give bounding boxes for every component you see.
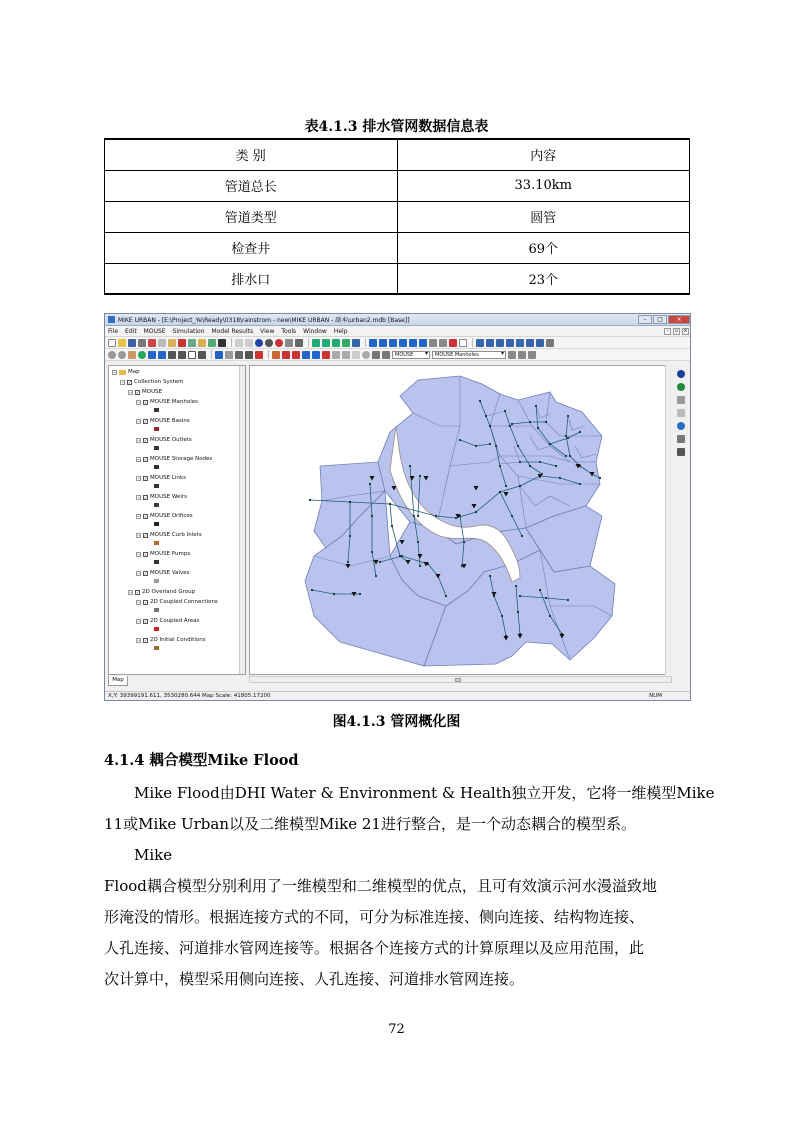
tree-node-label: MOUSE Orifices <box>150 513 193 519</box>
mdi-restore-button[interactable]: ▫ <box>674 327 679 334</box>
folder-icon <box>119 370 126 375</box>
expand-toggle[interactable]: − <box>137 532 141 538</box>
remove-icon[interactable] <box>322 351 330 359</box>
info-icon[interactable] <box>235 351 243 359</box>
layer-checkbox[interactable]: ✓ <box>144 513 148 519</box>
paragraph-line: Flood耦合模型分别利用了一维模型和二维模型的优点，且可有效演示河水漫溢致地 <box>104 877 657 895</box>
run-icon[interactable] <box>369 339 377 347</box>
scroll-thumb[interactable] <box>455 678 461 682</box>
manhole-node <box>511 515 513 517</box>
tree-scrollbar[interactable] <box>239 366 245 674</box>
sim-log-icon[interactable] <box>439 339 447 347</box>
run-step-icon[interactable] <box>379 339 387 347</box>
table-cell: 圆管 <box>397 201 690 232</box>
legend-symbol-icon <box>154 560 159 564</box>
legend-symbol-icon <box>154 408 159 412</box>
undo-icon[interactable] <box>235 339 243 347</box>
manhole-node <box>479 400 481 402</box>
fixed-zoom-out-icon[interactable] <box>178 351 186 359</box>
table-caption: 表4.1.3 排水管网数据信息表 <box>304 119 489 135</box>
expand-toggle[interactable]: − <box>121 379 125 385</box>
page-number: 72 <box>388 1022 405 1037</box>
manhole-node <box>569 455 571 457</box>
menu-help[interactable]: Help <box>333 327 348 335</box>
expand-toggle[interactable]: − <box>137 456 141 462</box>
tree-node[interactable] <box>136 637 206 643</box>
tree-node-label: MOUSE Basins <box>150 418 190 424</box>
table-cell: 33.10km <box>397 170 690 201</box>
legend-symbol-icon <box>154 627 159 631</box>
table-cell: 管道总长 <box>105 170 398 201</box>
expand-toggle[interactable]: − <box>137 599 141 605</box>
manhole-node <box>413 515 415 517</box>
manhole-node <box>419 565 421 567</box>
menu-view[interactable]: View <box>260 327 275 335</box>
manhole-node <box>579 431 581 433</box>
map-view[interactable] <box>249 365 672 675</box>
paragraph-line: 11或Mike Urban以及二维模型Mike 21进行整合，是一个动态耦合的模型系。 <box>104 815 636 833</box>
scale-icon[interactable] <box>677 448 685 456</box>
tree-node[interactable] <box>136 475 186 481</box>
menu-file[interactable]: File <box>108 327 119 335</box>
manhole-node <box>489 425 491 427</box>
mdi-minimize-button[interactable]: - <box>664 328 671 335</box>
result-forward-icon[interactable] <box>409 339 417 347</box>
select-features-icon[interactable] <box>245 351 253 359</box>
tree-node-label: MOUSE Storage Nodes <box>150 456 213 462</box>
manhole-node <box>375 575 377 577</box>
manhole-node <box>599 477 601 479</box>
pipe-network-info-table <box>104 138 690 295</box>
manhole-node <box>419 475 421 477</box>
menu-simulation[interactable]: Simulation <box>172 327 205 335</box>
gis-tool-2-icon[interactable] <box>486 339 494 347</box>
layer-checkbox[interactable]: ✓ <box>144 418 148 424</box>
tree-node-label: Map <box>128 369 140 375</box>
minimize-button[interactable]: – <box>638 315 652 324</box>
status-bar <box>105 691 691 700</box>
cut-icon[interactable] <box>148 339 156 347</box>
mdi-controls <box>663 328 690 335</box>
manhole-node <box>565 455 567 457</box>
expand-toggle[interactable]: − <box>137 418 141 424</box>
pause-icon[interactable] <box>389 339 397 347</box>
menu-window[interactable]: Window <box>303 327 327 335</box>
window-controls <box>637 315 690 324</box>
legend-symbol-icon <box>154 465 159 469</box>
disabled-tool-icon[interactable] <box>352 351 360 359</box>
edit-link-icon[interactable] <box>352 339 360 347</box>
map-toolbar <box>105 349 690 361</box>
table-row <box>105 170 690 201</box>
refresh-icon[interactable] <box>265 339 273 347</box>
manhole-node <box>529 421 531 423</box>
layer-checkbox[interactable]: ✓ <box>144 494 148 500</box>
layer-tool-3-icon[interactable] <box>528 351 536 359</box>
add-data-icon[interactable] <box>188 339 196 347</box>
pan-icon[interactable] <box>128 351 136 359</box>
gis-tool-3-icon[interactable] <box>496 339 504 347</box>
layer-select[interactable]: MOUSE Manholes ▾ <box>432 351 506 359</box>
map-tab[interactable]: Map <box>108 676 128 686</box>
layer-checkbox[interactable]: ✓ <box>144 618 148 624</box>
map-horizontal-scrollbar[interactable] <box>249 676 672 683</box>
manhole-node <box>511 423 513 425</box>
paragraph-line: Mike <box>134 846 173 864</box>
draw-icon[interactable] <box>255 351 263 359</box>
open-icon[interactable] <box>118 339 126 347</box>
legend-symbol-icon <box>154 579 159 583</box>
manhole-node <box>501 615 503 617</box>
manhole-node <box>379 561 381 563</box>
layer-icon[interactable] <box>198 339 206 347</box>
find-icon[interactable] <box>285 339 293 347</box>
tree-node[interactable] <box>128 589 195 595</box>
manhole-node <box>309 499 311 501</box>
close-button[interactable]: × <box>668 315 690 324</box>
manhole-node <box>359 593 361 595</box>
legend-symbol-icon <box>154 427 159 431</box>
add-link-icon[interactable] <box>312 351 320 359</box>
tree-node[interactable] <box>136 456 212 462</box>
table-cell: 检查井 <box>105 232 398 263</box>
result-end-icon[interactable] <box>419 339 427 347</box>
tree-node-label: 2D Overland Group <box>142 589 196 595</box>
expand-toggle[interactable]: − <box>137 570 141 576</box>
network-tool-icon[interactable] <box>312 339 320 347</box>
zoom-in-icon[interactable] <box>108 351 116 359</box>
figure-caption: 图4.1.3 管网概化图 <box>332 714 461 730</box>
measure-icon[interactable] <box>198 351 206 359</box>
tree-node[interactable] <box>136 494 187 500</box>
layer-checkbox[interactable]: ✓ <box>144 532 148 538</box>
table-row <box>105 201 690 232</box>
layer-checkbox[interactable]: ✓ <box>144 637 148 643</box>
reshape-icon[interactable] <box>342 351 350 359</box>
tree-node-label: 2D Initial Conditions <box>150 637 206 643</box>
help-icon[interactable] <box>677 383 685 391</box>
manhole-node <box>519 595 521 597</box>
result-play-icon[interactable] <box>399 339 407 347</box>
manhole-node <box>555 465 557 467</box>
edit-node-icon[interactable] <box>342 339 350 347</box>
split-icon[interactable] <box>282 351 290 359</box>
gis-tool-4-icon[interactable] <box>506 339 514 347</box>
table-header-cell: 类 别 <box>105 139 398 170</box>
table-row <box>105 232 690 263</box>
tree-node[interactable] <box>128 389 162 395</box>
table-icon[interactable] <box>208 339 216 347</box>
side-toolbar <box>675 370 687 461</box>
menubar <box>105 326 690 337</box>
manhole-node <box>515 585 517 587</box>
sim-settings-icon[interactable] <box>429 339 437 347</box>
expand-toggle[interactable]: − <box>137 513 141 519</box>
manhole-node <box>495 445 497 447</box>
legend-symbol-icon <box>154 503 159 507</box>
manhole-node <box>475 445 477 447</box>
table-cell: 69个 <box>397 232 690 263</box>
manhole-node <box>475 511 477 513</box>
manhole-node <box>545 421 547 423</box>
manhole-node <box>369 483 371 485</box>
vertex-icon[interactable] <box>292 351 300 359</box>
info-icon[interactable] <box>677 370 685 378</box>
expand-toggle[interactable]: − <box>137 399 141 405</box>
manhole-node <box>504 410 506 412</box>
add-node-icon[interactable] <box>302 351 310 359</box>
manhole-node <box>509 425 511 427</box>
expand-toggle[interactable]: − <box>137 475 141 481</box>
delete-icon[interactable] <box>178 339 186 347</box>
expand-toggle[interactable]: − <box>137 618 141 624</box>
stop-icon[interactable] <box>275 339 283 347</box>
new-icon[interactable] <box>108 339 116 347</box>
manhole-node <box>549 615 551 617</box>
fixed-zoom-in-icon[interactable] <box>168 351 176 359</box>
manhole-node <box>539 589 541 591</box>
pipe-network-map <box>250 366 672 675</box>
coordinate-readout: X,Y: 39399191.611, 3530280.644 Map Scale: 41805.17200 <box>108 693 271 699</box>
table-row <box>105 263 690 294</box>
manhole-node <box>311 589 313 591</box>
tree-node-label: MOUSE Weirs <box>150 494 187 500</box>
paragraph-line: 人孔连接、河道排水管网连接等。根据各个连接方式的计算原理以及应用范围，此 <box>104 939 645 957</box>
layer-tool-2-icon[interactable] <box>518 351 526 359</box>
map-vertical-scrollbar[interactable] <box>665 365 672 675</box>
editor-icon[interactable] <box>218 339 226 347</box>
manhole-node <box>417 515 419 517</box>
tree-node-label: 2D Coupled Connections <box>150 599 218 605</box>
tree-node[interactable] <box>136 513 193 519</box>
binoculars-icon[interactable] <box>295 339 303 347</box>
tree-node[interactable] <box>136 599 218 605</box>
gis-tool-icon[interactable] <box>476 339 484 347</box>
manhole-node <box>519 485 521 487</box>
manhole-node <box>435 515 437 517</box>
paragraph-line: Mike Flood由DHI Water & Environment & Health独立开发，它将一维模型Mike <box>134 784 715 802</box>
save-icon[interactable] <box>128 339 136 347</box>
trace-tool-icon[interactable] <box>332 339 340 347</box>
layer-checkbox[interactable]: ✓ <box>144 437 148 443</box>
globe-icon[interactable] <box>677 422 685 430</box>
graph-icon[interactable] <box>677 435 685 443</box>
expand-toggle[interactable]: − <box>137 437 141 443</box>
pencil-icon[interactable] <box>272 351 280 359</box>
paste-icon[interactable] <box>168 339 176 347</box>
tree-node-label: MOUSE Pumps <box>150 551 191 557</box>
manhole-node <box>409 465 411 467</box>
manhole-node <box>459 439 461 441</box>
tree-node[interactable] <box>136 551 190 557</box>
manhole-node <box>489 575 491 577</box>
manhole-node <box>549 443 551 445</box>
gis-tool-5-icon[interactable] <box>516 339 524 347</box>
notes-icon[interactable] <box>677 409 685 417</box>
tree-node[interactable] <box>120 379 183 385</box>
manhole-node <box>445 595 447 597</box>
connect-tool-icon[interactable] <box>322 339 330 347</box>
manhole-node <box>517 445 519 447</box>
table-cell: 管道类型 <box>105 201 398 232</box>
attribute-icon[interactable] <box>382 351 390 359</box>
expand-toggle[interactable]: − <box>129 389 133 395</box>
legend-symbol-icon <box>154 522 159 526</box>
tree-node-label: 2D Coupled Areas <box>150 618 200 624</box>
table-header-cell: 内容 <box>397 139 690 170</box>
layer-tool-1-icon[interactable] <box>508 351 516 359</box>
tree-node-label: MOUSE Curb Inlets <box>150 532 202 538</box>
legend-symbol-icon <box>154 646 159 650</box>
manhole-node <box>517 611 519 613</box>
legend-symbol-icon <box>154 484 159 488</box>
layer-checkbox[interactable]: ✓ <box>128 379 132 385</box>
manhole-node <box>489 443 491 445</box>
layer-checkbox[interactable]: ✓ <box>144 456 148 462</box>
layer-checkbox[interactable]: ✓ <box>144 570 148 576</box>
full-extent-icon[interactable] <box>138 351 146 359</box>
manhole-node <box>567 437 569 439</box>
tree-node-label: MOUSE Links <box>150 475 186 481</box>
manhole-node <box>485 415 487 417</box>
layer-checkbox[interactable]: ✓ <box>144 399 148 405</box>
polygon-tool-icon[interactable] <box>372 351 380 359</box>
menu-model-results[interactable]: Model Results <box>211 327 254 335</box>
table-cell: 23个 <box>397 263 690 294</box>
hand-icon[interactable] <box>225 351 233 359</box>
report-icon[interactable] <box>677 396 685 404</box>
legend-symbol-icon <box>154 541 159 545</box>
manhole-node <box>565 435 567 437</box>
redo-icon[interactable] <box>245 339 253 347</box>
zoom-out-icon[interactable] <box>118 351 126 359</box>
manhole-node <box>371 515 373 517</box>
tree-node[interactable] <box>136 399 198 405</box>
manhole-node <box>463 541 465 543</box>
options-icon[interactable] <box>546 339 554 347</box>
tree-node[interactable] <box>136 418 190 424</box>
menu-mouse[interactable]: MOUSE <box>143 327 166 335</box>
tree-node-label: MOUSE Outlets <box>150 437 192 443</box>
layer-checkbox[interactable]: ✓ <box>136 389 140 395</box>
table-header-row <box>105 139 690 170</box>
menu-tools[interactable]: Tools <box>281 327 297 335</box>
manhole-node <box>567 415 569 417</box>
manhole-node <box>579 483 581 485</box>
layer-tree[interactable] <box>108 365 246 675</box>
select-icon[interactable] <box>215 351 223 359</box>
back-icon[interactable] <box>148 351 156 359</box>
mike-urban-screenshot <box>104 313 691 701</box>
manhole-node <box>399 555 401 557</box>
manhole-node <box>417 541 419 543</box>
manhole-node <box>499 491 501 493</box>
profile-icon[interactable] <box>459 339 467 347</box>
manhole-node <box>519 461 521 463</box>
tree-node-label: MOUSE Valves <box>150 570 190 576</box>
manhole-node <box>537 427 539 429</box>
paragraph-line: 次计算中，模型采用侧向连接、人孔连接、河道排水管网连接。 <box>104 970 525 988</box>
standard-toolbar <box>105 337 690 349</box>
manhole-node <box>347 561 349 563</box>
window-titlebar <box>105 314 690 326</box>
app-icon <box>108 316 115 323</box>
layer-group-select[interactable]: MOUSE ▾ <box>392 351 430 359</box>
table-cell: 排水口 <box>105 263 398 294</box>
section-heading: 4.1.4 耦合模型Mike Flood <box>104 752 299 769</box>
manhole-node <box>389 503 391 505</box>
manhole-node <box>505 485 507 487</box>
manhole-node <box>391 525 393 527</box>
layer-checkbox[interactable]: ✓ <box>136 589 140 595</box>
workarea <box>105 362 691 691</box>
manhole-node <box>349 535 351 537</box>
manhole-node <box>401 555 403 557</box>
maximize-button[interactable]: □ <box>653 315 667 324</box>
print-icon[interactable] <box>138 339 146 347</box>
manhole-node <box>333 593 335 595</box>
num-lock-indicator: NUM <box>649 693 662 699</box>
manhole-node <box>455 517 457 519</box>
chart-icon[interactable] <box>449 339 457 347</box>
mdi-close-button[interactable]: × <box>683 327 688 334</box>
layer-checkbox[interactable]: ✓ <box>144 599 148 605</box>
manhole-node <box>539 461 541 463</box>
manhole-node <box>371 551 373 553</box>
tree-node-label: MOUSE <box>142 389 163 395</box>
expand-toggle[interactable]: − <box>137 494 141 500</box>
tree-node[interactable] <box>136 532 202 538</box>
manhole-node <box>499 465 501 467</box>
menu-edit[interactable]: Edit <box>125 327 137 335</box>
tree-node[interactable] <box>136 570 190 576</box>
paragraph-line: 形淹没的情形。根据连接方式的不同，可分为标准连接、侧向连接、结构物连接、 <box>104 908 645 926</box>
gis-tool-7-icon[interactable] <box>536 339 544 347</box>
legend-symbol-icon <box>154 608 159 612</box>
expand-toggle[interactable]: − <box>129 589 133 595</box>
copy-icon[interactable] <box>158 339 166 347</box>
move-icon[interactable] <box>332 351 340 359</box>
manhole-node <box>567 599 569 601</box>
manhole-node <box>545 597 547 599</box>
layer-checkbox[interactable]: ✓ <box>144 475 148 481</box>
zoom-box-icon[interactable] <box>188 351 196 359</box>
manhole-node <box>521 535 523 537</box>
gis-tool-6-icon[interactable] <box>526 339 534 347</box>
tree-node-label: MOUSE Manholes <box>150 399 199 405</box>
tree-node[interactable] <box>136 437 192 443</box>
tree-node[interactable] <box>136 618 199 624</box>
forward-icon[interactable] <box>158 351 166 359</box>
circle-tool-icon[interactable] <box>362 351 370 359</box>
tree-node-label: Collection System <box>134 379 184 385</box>
expand-toggle[interactable]: − <box>113 369 117 375</box>
manhole-node <box>559 477 561 479</box>
layer-checkbox[interactable]: ✓ <box>144 551 148 557</box>
manhole-node <box>529 465 531 467</box>
expand-toggle[interactable]: − <box>137 637 141 643</box>
tree-node[interactable] <box>112 369 140 375</box>
window-title: MIKE URBAN - [E:\Project_Ye\Ready\0318\rainstrom - new\MIKE URBAN - 副本\urban2.mdb [Base]] <box>118 317 410 324</box>
manhole-node <box>535 405 537 407</box>
identify-icon[interactable] <box>255 339 263 347</box>
manhole-node <box>349 501 351 503</box>
expand-toggle[interactable]: − <box>137 551 141 557</box>
legend-symbol-icon <box>154 446 159 450</box>
